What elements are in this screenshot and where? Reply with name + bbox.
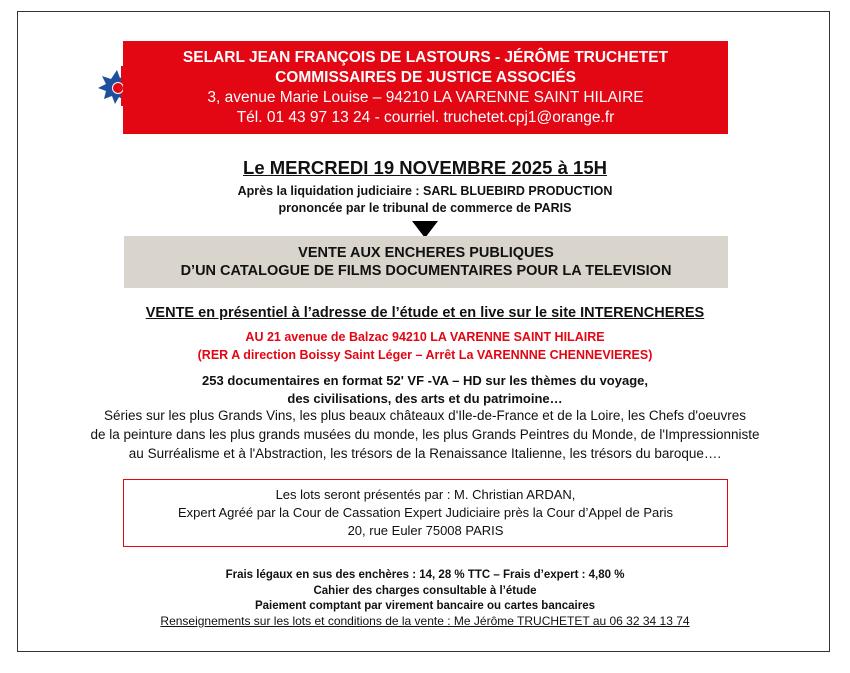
- expert-box: [123, 479, 728, 547]
- series-description: [0, 406, 850, 463]
- catalogue-summary: [0, 372, 850, 408]
- banner-line-1: VENTE AUX ENCHERES PUBLIQUES: [298, 245, 554, 261]
- sale-date: Le MERCREDI 19 NOVEMBRE 2025 à 15H: [243, 157, 607, 178]
- series-line-1: Séries sur les plus Grands Vins, les plus beaux châteaux d'Ile-de-France et de la Loire, les Chefs d'oeuvres: [104, 408, 746, 423]
- liquidation-notice: [0, 183, 850, 217]
- office-name: SELARL JEAN FRANÇOIS DE LASTOURS - JÉRÔME TRUCHETET: [182, 49, 669, 66]
- expert-line-1: Les lots seront présentés par : M. Christian ARDAN,: [275, 487, 576, 502]
- liquidation-line-2: prononcée par le tribunal de commerce de PARIS: [278, 201, 572, 215]
- office-contact: Tél. 01 43 97 13 24 - courriel. truchetet.cpj1@orange.fr: [236, 109, 615, 126]
- sale-location: [0, 328, 850, 364]
- catalogue-line-1: 253 documentaires en format 52' VF -VA – HD sur les thèmes du voyage,: [202, 373, 648, 388]
- expert-line-2: Expert Agréé par la Cour de Cassation Expert Judiciaire près la Cour d’Appel de Paris: [178, 505, 673, 520]
- office-header: [123, 41, 728, 134]
- sale-mode: VENTE en présentiel à l’adresse de l’étude et en live sur le site INTERENCHERES: [145, 305, 705, 321]
- office-title: COMMISSAIRES DE JUSTICE ASSOCIÉS: [275, 69, 576, 86]
- sale-banner: [124, 236, 728, 288]
- banner-line-2: D’UN CATALOGUE DE FILMS DOCUMENTAIRES POUR LA TELEVISION: [180, 263, 672, 279]
- catalogue-line-2: des civilisations, des arts et du patrimoine…: [287, 391, 563, 406]
- expert-line-3: 20, rue Euler 75008 PARIS: [347, 523, 504, 538]
- office-address: 3, avenue Marie Louise – 94210 LA VARENNE SAINT HILAIRE: [207, 89, 644, 106]
- contact-info: Renseignements sur les lots et conditions de la vente : Me Jérôme TRUCHETET au 06 32 34 13 74: [160, 614, 690, 628]
- sale-address: AU 21 avenue de Balzac 94210 LA VARENNE SAINT HILAIRE: [245, 330, 605, 344]
- series-line-2: de la peinture dans les plus grands musées du monde, les plus Grands Peintres du Monde, de l'Impressionniste: [90, 427, 760, 442]
- fees-line: Frais légaux en sus des enchères : 14, 28 % TTC – Frais d’expert : 4,80 %: [225, 569, 625, 581]
- payment-line: Paiement comptant par virement bancaire ou cartes bancaires: [254, 600, 596, 612]
- sale-transport: (RER A direction Boissy Saint Léger – Arrêt La VARENNNE CHENNEVIERES): [197, 348, 653, 362]
- sale-conditions: [0, 568, 850, 615]
- series-line-3: au Surréalisme et à l'Abstraction, les trésors de la Renaissance Italienne, les trésors du baroque….: [128, 446, 722, 461]
- charges-line: Cahier des charges consultable à l’étude: [313, 584, 537, 597]
- liquidation-line-1: Après la liquidation judiciaire : SARL BLUEBIRD PRODUCTION: [237, 184, 613, 198]
